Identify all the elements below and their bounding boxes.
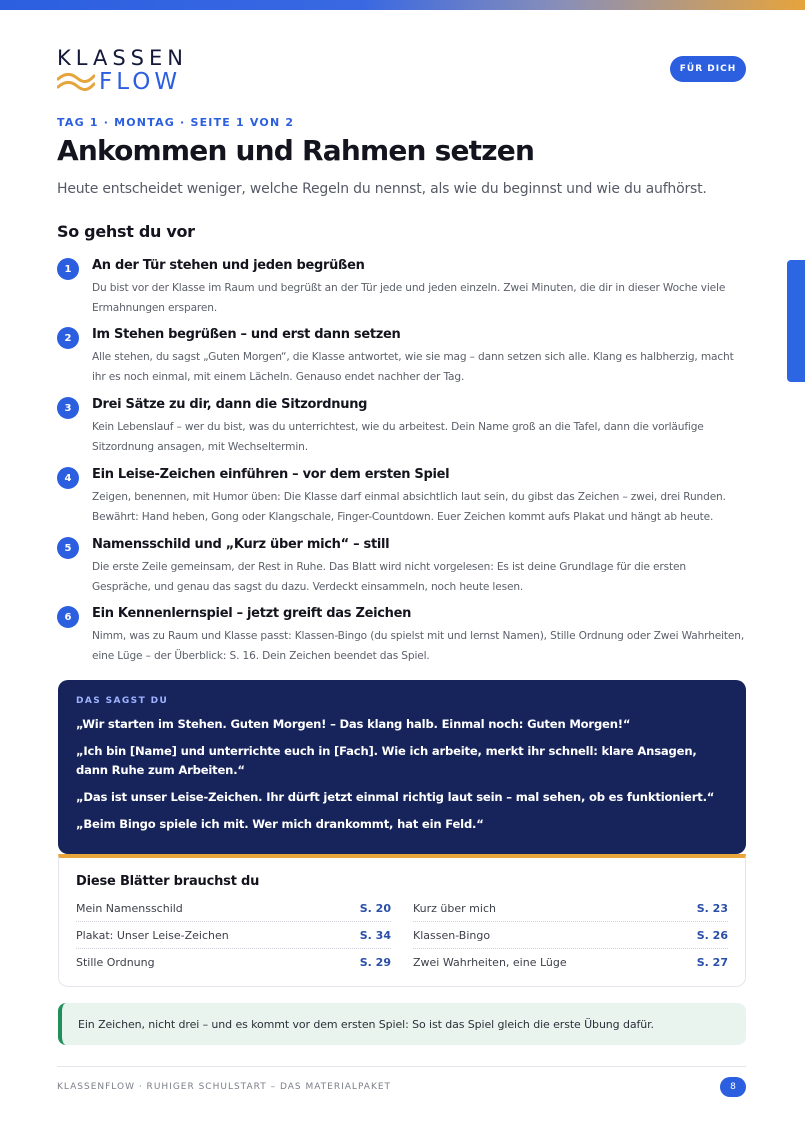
step-title: Namensschild und „Kurz über mich“ – still [92, 537, 390, 552]
sheet-name: Kurz über mich [413, 901, 496, 915]
step-description: Nimm, was zu Raum und Klasse passt: Klassen-Bingo (du spielst mit und lernst Namen), Stille Ordnung oder Zwei Wahrheiten, eine Lüge – der Überblick: S. 16. Dein Zeichen beendet das Spiel. [92, 630, 745, 662]
step-item [57, 327, 747, 387]
page-title: Ankommen und Rahmen setzen [57, 134, 535, 167]
step-description: Zeigen, benennen, mit Humor üben: Die Klasse darf einmal absichtlich laut sein, du gibst das Zeichen – zwei, drei Runden. Bewährt: Hand heben, Gong oder Klangschale, Finger-Countdown. Euer Zeichen kommt aufs Plakat und hängt ab heute. [92, 491, 726, 523]
quote-line: „Das ist unser Leise-Zeichen. Ihr dürft jetzt einmal richtig laut sein – mal sehen, ob es funktioniert.“ [76, 790, 715, 804]
say-this-box [58, 680, 746, 854]
sheet-name: Mein Namensschild [76, 901, 183, 915]
sheet-row [413, 895, 728, 922]
steps-heading: So gehst du vor [57, 222, 195, 241]
step-title: An der Tür stehen und jeden begrüßen [92, 258, 365, 273]
quote-line: „Wir starten im Stehen. Guten Morgen! – Das klang halb. Einmal noch: Guten Morgen!“ [76, 717, 631, 731]
sheet-page-ref: S. 20 [359, 901, 391, 915]
step-title: Ein Kennenlernspiel – jetzt greift das Zeichen [92, 606, 412, 621]
step-description: Alle stehen, du sagst „Guten Morgen“, die Klasse antwortet, wie sie mag – dann setzen sich alle. Klang es halbherzig, macht ihr es noch einmal, mit einem Lächeln. Genauso endet nachher der Tag. [92, 351, 734, 383]
step-title: Ein Leise-Zeichen einführen – vor dem ersten Spiel [92, 467, 450, 482]
sheets-left-column [76, 895, 391, 976]
sheet-page-ref: S. 23 [696, 901, 728, 915]
footer-text: KLASSENFLOW · RUHIGER SCHULSTART – DAS MATERIALPAKET [57, 1082, 392, 1092]
audience-badge: FÜR DICH [670, 56, 746, 82]
required-sheets-box [58, 854, 746, 987]
quote-line: „Ich bin [Name] und unterrichte euch in [Fach]. Wie ich arbeite, merkt ihr schnell: klare Ansagen, dann Ruhe zum Arbeiten.“ [76, 744, 697, 777]
sheet-name: Klassen-Bingo [413, 928, 491, 942]
quote-line: „Beim Bingo spiele ich mit. Wer mich drankommt, hat ein Feld.“ [76, 817, 484, 831]
sheet-row [413, 949, 728, 976]
sheet-row [76, 922, 391, 949]
footer-divider [57, 1066, 746, 1067]
tip-callout: Ein Zeichen, nicht drei – und es kommt vor dem ersten Spiel: So ist das Spiel gleich die erste Übung dafür. [58, 1003, 746, 1045]
step-number-badge: 1 [57, 258, 79, 280]
step-title: Im Stehen begrüßen – und erst dann setzen [92, 327, 401, 342]
sheet-name: Stille Ordnung [76, 956, 155, 969]
sheets-heading: Diese Blätter brauchst du [76, 874, 260, 889]
klassenflow-logo [57, 46, 197, 96]
sheet-page-ref: S. 26 [696, 928, 728, 942]
sheet-row [76, 949, 391, 976]
page-eyebrow: TAG 1 · MONTAG · SEITE 1 VON 2 [57, 116, 295, 129]
sheet-page-ref: S. 27 [696, 956, 728, 969]
sheet-row [76, 895, 391, 922]
logo-wordmark-top: KLASSEN [57, 46, 188, 70]
step-number-badge: 5 [57, 537, 79, 559]
step-number-badge: 6 [57, 606, 79, 628]
logo-wordmark-bottom: FLOW [99, 69, 182, 95]
sheet-name: Zwei Wahrheiten, eine Lüge [413, 956, 567, 969]
sheets-right-column [413, 895, 728, 976]
quote-box-label: DAS SAGST DU [76, 696, 169, 706]
step-description: Kein Lebenslauf – wer du bist, was du unterrichtest, wie du arbeitest. Dein Name groß an die Tafel, dann die vorläufige Sitzordnung ansagen, mit Wechseltermin. [92, 421, 704, 453]
sheet-page-ref: S. 29 [359, 956, 391, 969]
step-number-badge: 2 [57, 327, 79, 349]
sheet-page-ref: S. 34 [359, 928, 391, 942]
step-number-badge: 3 [57, 397, 79, 419]
step-item [57, 397, 747, 457]
step-description: Die erste Zeile gemeinsam, der Rest in Ruhe. Das Blatt wird nicht vorgelesen: Es ist deine Grundlage für die ersten Gespräche, und genau das sagst du dazu. Verdeckt einsammeln, noch heute lesen. [92, 561, 686, 593]
step-description: Du bist vor der Klasse im Raum und begrüßt an der Tür jede und jeden einzeln. Zwei Minuten, die dir in dieser Woche viele Ermahnungen ersparen. [92, 282, 726, 314]
side-tab-marker [787, 260, 805, 382]
sheet-name: Plakat: Unser Leise-Zeichen [76, 928, 229, 942]
waves-icon [57, 71, 95, 93]
step-item [57, 606, 747, 666]
sheet-row [413, 922, 728, 949]
page-subtitle: Heute entscheidet weniger, welche Regeln du nennst, als wie du beginnst und wie du aufhörst. [57, 181, 707, 197]
step-title: Drei Sätze zu dir, dann die Sitzordnung [92, 397, 368, 412]
step-number-badge: 4 [57, 467, 79, 489]
page-number: 8 [720, 1077, 746, 1097]
step-item [57, 467, 747, 527]
step-item [57, 258, 747, 318]
step-item [57, 537, 747, 597]
top-gradient-bar [0, 0, 805, 10]
